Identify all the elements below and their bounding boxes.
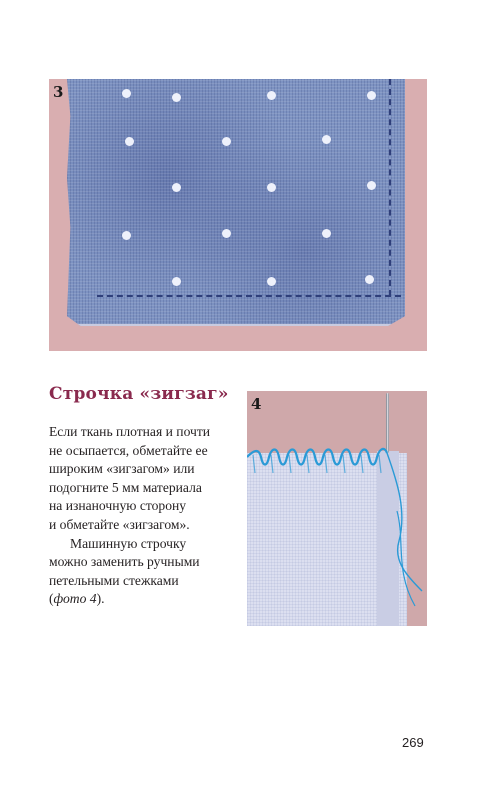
fabric-dot bbox=[267, 91, 276, 100]
text-line: петельными стежками bbox=[49, 572, 179, 588]
fabric-dot bbox=[125, 137, 134, 146]
fabric-dot bbox=[322, 229, 331, 238]
photo-3-hemmed-fabric bbox=[49, 79, 427, 351]
photo-reference: фото 4 bbox=[53, 591, 97, 607]
thread-stitches bbox=[247, 391, 427, 626]
section-heading: Строчка «зигзаг» bbox=[49, 384, 229, 404]
page-number: 269 bbox=[402, 735, 424, 750]
fabric-dot bbox=[365, 275, 374, 284]
body-text bbox=[49, 423, 244, 609]
fabric-dot bbox=[172, 93, 181, 102]
fabric-dot bbox=[172, 277, 181, 286]
fabric-dot bbox=[267, 277, 276, 286]
photo-4-zigzag-hand-stitch bbox=[247, 391, 427, 626]
text-line: Машинную строчку bbox=[70, 535, 187, 551]
paren-close: ). bbox=[96, 591, 105, 607]
paren-open: ( bbox=[49, 591, 54, 607]
text-line: Если ткань плотная и почти bbox=[49, 424, 211, 439]
fabric-dot bbox=[122, 89, 131, 98]
fabric-dot bbox=[367, 91, 376, 100]
text-line: можно заменить ручными bbox=[49, 554, 200, 570]
fabric-dot bbox=[322, 135, 331, 144]
fabric-dot bbox=[222, 229, 231, 238]
text-line: и обметайте «зигзагом». bbox=[49, 516, 190, 532]
photo-number-3: 3 bbox=[53, 83, 64, 101]
text-line: подогните 5 мм материала bbox=[49, 479, 202, 495]
photo-number-4: 4 bbox=[251, 395, 262, 413]
text-line: широким «зигзагом» или bbox=[49, 461, 195, 477]
text-line-photo-reference bbox=[49, 590, 244, 609]
fabric-dot bbox=[267, 183, 276, 192]
fabric-dot bbox=[122, 231, 131, 240]
machine-stitch-vertical bbox=[389, 79, 391, 296]
fabric-dot bbox=[367, 181, 376, 190]
text-line: на изнаночную сторону bbox=[49, 498, 187, 514]
machine-stitch-horizontal bbox=[97, 295, 401, 297]
text-line: не осыпается, обметайте ее bbox=[49, 442, 208, 458]
fabric-dot bbox=[172, 183, 181, 192]
polka-dot-fabric bbox=[67, 79, 405, 326]
fabric-dot bbox=[222, 137, 231, 146]
